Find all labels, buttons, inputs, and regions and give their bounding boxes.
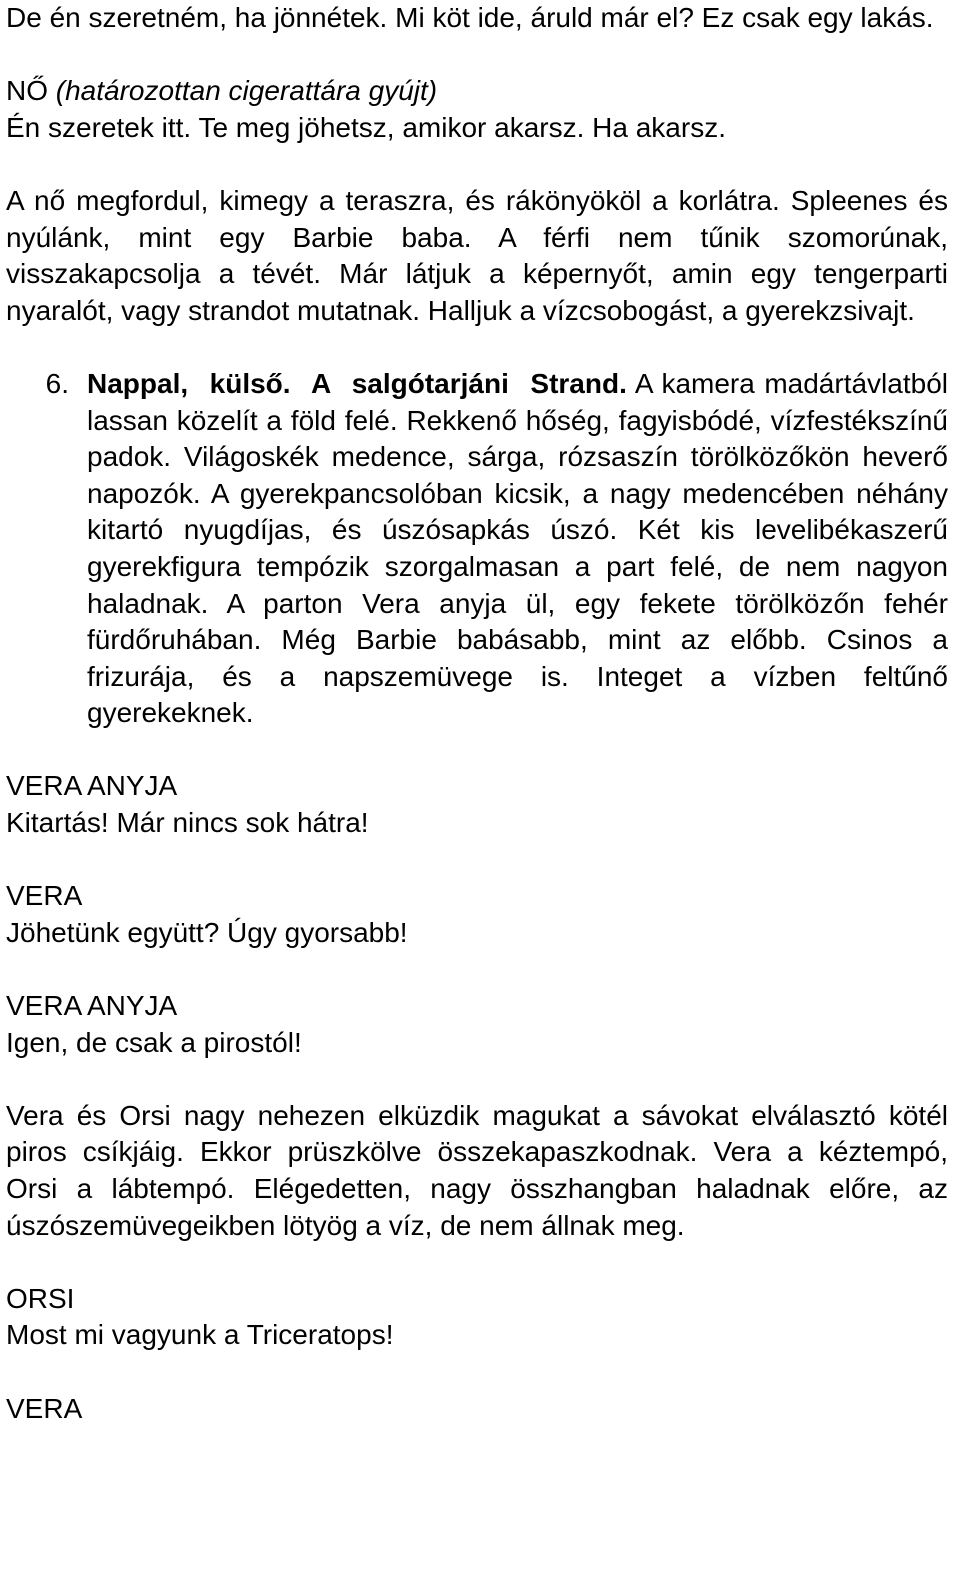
speaker-name: VERA <box>6 880 83 912</box>
dialogue-line: Igen, de csak a pirostól! <box>6 1026 302 1058</box>
spacer <box>6 732 948 769</box>
scene-description: A kamera madártávlatból lassan közelít a föld felé. Rekkenő hőség, fagyisbódé, vízfestékszínű padok. Világoskék medence, sárga, rózsaszín törölközőkön heverő napozók. A gyerekpancsolóban kicsik, a nagy medencében néhány kitartó nyugdíjas, és úszósapkás úszó. Két kis levelibékaszerű gyerekfigura tempózik szorgalmasan a part felé, de nem nagyon haladnak. A parton Vera anyja ül, egy fekete törölközőn fehér fürdőruhában. Még Barbie babásabb, mint az előbb. Csinos a frizurája, és a napszemüvege is. Integet a vízben feltűnő gyerekeknek. <box>87 367 948 729</box>
speaker-name: VERA ANYJA <box>6 990 178 1022</box>
speaker-name: VERA <box>6 1392 83 1424</box>
scene-heading: Nappal, külső. A salgótarjáni Strand. <box>87 367 627 399</box>
spacer <box>6 951 948 988</box>
opening-dialogue: De én szeretném, ha jönnétek. Mi köt ide, áruld már el? Ez csak egy lakás. <box>6 2 934 33</box>
spacer <box>6 1354 948 1391</box>
dialogue-line: Kitartás! Már nincs sok hátra! <box>6 807 369 839</box>
spacer <box>6 146 948 183</box>
action-paragraph: Vera és Orsi nagy nehezen elküzdik magukat a sávokat elválasztó kötél piros csíkjáig. Ekkor prüszkölve összekapaszkodnak. Vera a kéztempó, Orsi a lábtempó. Elégedetten, nagy összhangban haladnak előre, az úszószemüvegeikben lötyög a víz, de nem állnak meg. <box>6 1099 948 1241</box>
screenplay-page <box>6 0 948 1427</box>
action-paragraph: A nő megfordul, kimegy a teraszra, és rákönyököl a korlátra. Spleenes és nyúlánk, mint egy Barbie baba. A férfi nem tűnik szomorúnak, visszakapcsolja a tévét. Már látjuk a képernyőt, amin egy tengerparti nyaralót, vagy strandot mutatnak. Halljuk a vízcsobogást, a gyerekzsivajt. <box>6 184 948 326</box>
dialogue-line: Jöhetünk együtt? Úgy gyorsabb! <box>6 916 408 948</box>
dialogue-line: Most mi vagyunk a Triceratops! <box>6 1319 394 1351</box>
spacer <box>6 1061 948 1098</box>
spacer <box>6 842 948 879</box>
spacer <box>6 329 948 366</box>
spacer <box>6 1244 948 1281</box>
parenthetical: (határozottan cigerattára gyújt) <box>55 75 438 107</box>
speaker-name: NŐ <box>6 75 48 107</box>
scene-body <box>87 366 948 732</box>
speaker-name: VERA ANYJA <box>6 770 178 802</box>
scene-number: 6. <box>45 367 69 399</box>
spacer <box>6 37 948 74</box>
speaker-line <box>6 73 948 110</box>
dialogue-line: Én szeretek itt. Te meg jöhetsz, amikor akarsz. Ha akarsz. <box>6 111 726 143</box>
scene-block <box>6 366 948 732</box>
speaker-name: ORSI <box>6 1282 75 1314</box>
